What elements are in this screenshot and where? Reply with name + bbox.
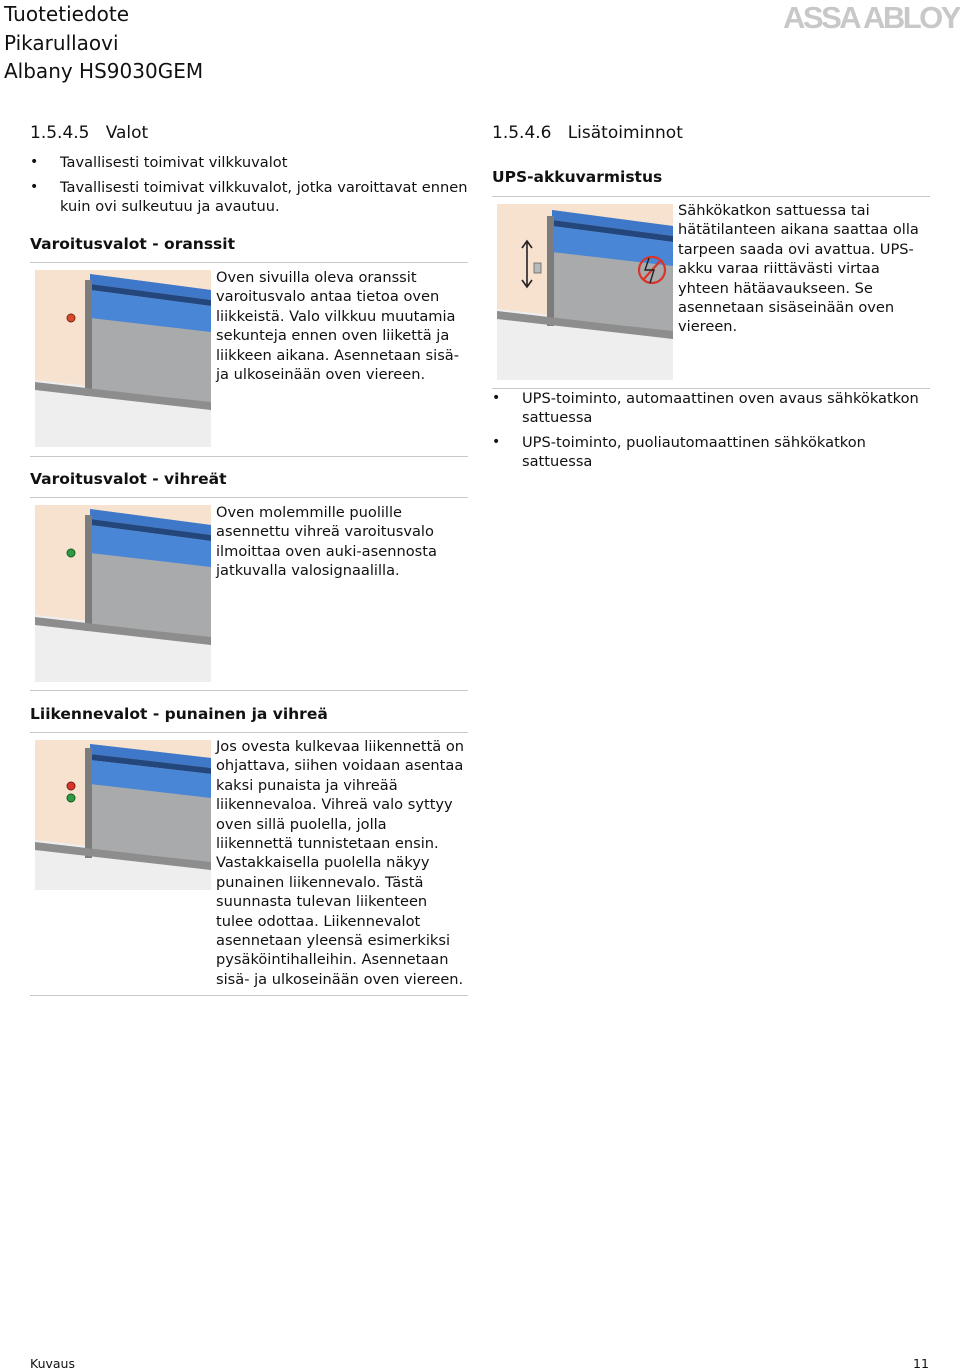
section-number: 1.5.4.5 [30, 123, 90, 143]
divider [30, 732, 468, 733]
divider [30, 456, 468, 457]
ups-battery-illustration [497, 204, 673, 380]
section-title: Lisätoiminnot [567, 123, 683, 143]
valot-bullet-list [30, 153, 470, 222]
section-number: 1.5.4.6 [492, 123, 552, 143]
orange-lamp-icon [67, 314, 75, 322]
orange-lights-heading: Varoitusvalot - oranssit [30, 235, 236, 253]
ups-heading: UPS-akkuvarmistus [492, 168, 663, 186]
ups-bullet-list [492, 389, 930, 477]
list-item: • Tavallisesti toimivat vilkkuvalot [30, 153, 470, 172]
page-number: 11 [913, 1356, 929, 1371]
green-warning-light-illustration [35, 505, 211, 682]
divider [30, 690, 468, 691]
ups-box-icon [534, 263, 541, 273]
document-title [4, 0, 203, 86]
footer-label: Kuvaus [30, 1356, 75, 1371]
list-item: • UPS-toiminto, automaattinen oven avaus sähkökatkon sattuessa [492, 389, 930, 427]
doc-title-line3: Albany HS9030GEM [4, 59, 204, 83]
green-lamp-icon [67, 549, 75, 557]
divider [30, 497, 468, 498]
assa-abloy-logo: ASSA ABLOY [783, 0, 959, 35]
traffic-lights-heading: Liikennevalot - punainen ja vihreä [30, 705, 328, 723]
list-item: • UPS-toiminto, puoliautomaattinen sähkökatkon sattuessa [492, 433, 930, 471]
section-heading-valot [30, 123, 148, 143]
traffic-lights-description: Jos ovesta kulkevaa liikennettä on ohjattava, siihen voidaan asentaa kaksi punaista ja vihreää liikennevaloa. Vihreä valo syttyy oven sillä puolella, jolla liikennettä tunnistetaan ensin. Vastakkaisella puolella näkyy punainen liikennevalo. Tästä suunnasta tulevan liikenteen tulee odottaa. Liikennevalot asennetaan yleensä esimerkiksi pysäköintihalleihin. Asennetaan sisä- ja ulkoseinään oven viereen. [216, 738, 465, 988]
green-lights-heading: Varoitusvalot - vihreät [30, 470, 227, 488]
ups-description: Sähkökatkon sattuessa tai hätätilanteen aikana saattaa olla tarpeen saada ovi avattua. UPS-akku varaa riittävästi virtaa yhteen hätäavaukseen. Se asennetaan sisäseinään oven viereen. [678, 202, 919, 336]
divider [30, 262, 468, 263]
doc-title-line2: Pikarullaovi [4, 30, 119, 55]
green-lights-description: Oven molemmille puolille asennettu vihreä varoitusvalo ilmoittaa oven auki-asennosta jatkuvalla valosignaalilla. [216, 504, 437, 580]
traffic-light-illustration [35, 740, 211, 890]
orange-lights-description: Oven sivuilla oleva oranssit varoitusvalo antaa tietoa oven liikkeistä. Valo vilkkuu muutamia sekunteja ennen oven liikettä ja liikkeen aikana. Asennetaan sisä- ja ulkoseinään oven viereen. [216, 269, 460, 384]
section-title: Valot [105, 123, 149, 143]
red-lamp-icon [67, 782, 75, 790]
section-heading-lisatoiminnot [492, 123, 683, 143]
divider [492, 196, 930, 197]
divider [30, 995, 468, 996]
list-item: • Tavallisesti toimivat vilkkuvalot, jotka varoittavat ennen kuin ovi sulkeutuu ja avautuu. [30, 178, 470, 216]
green-lamp-icon [67, 794, 75, 802]
doc-title-line1: Tuotetiedote [4, 2, 130, 26]
orange-warning-light-illustration [35, 270, 211, 447]
